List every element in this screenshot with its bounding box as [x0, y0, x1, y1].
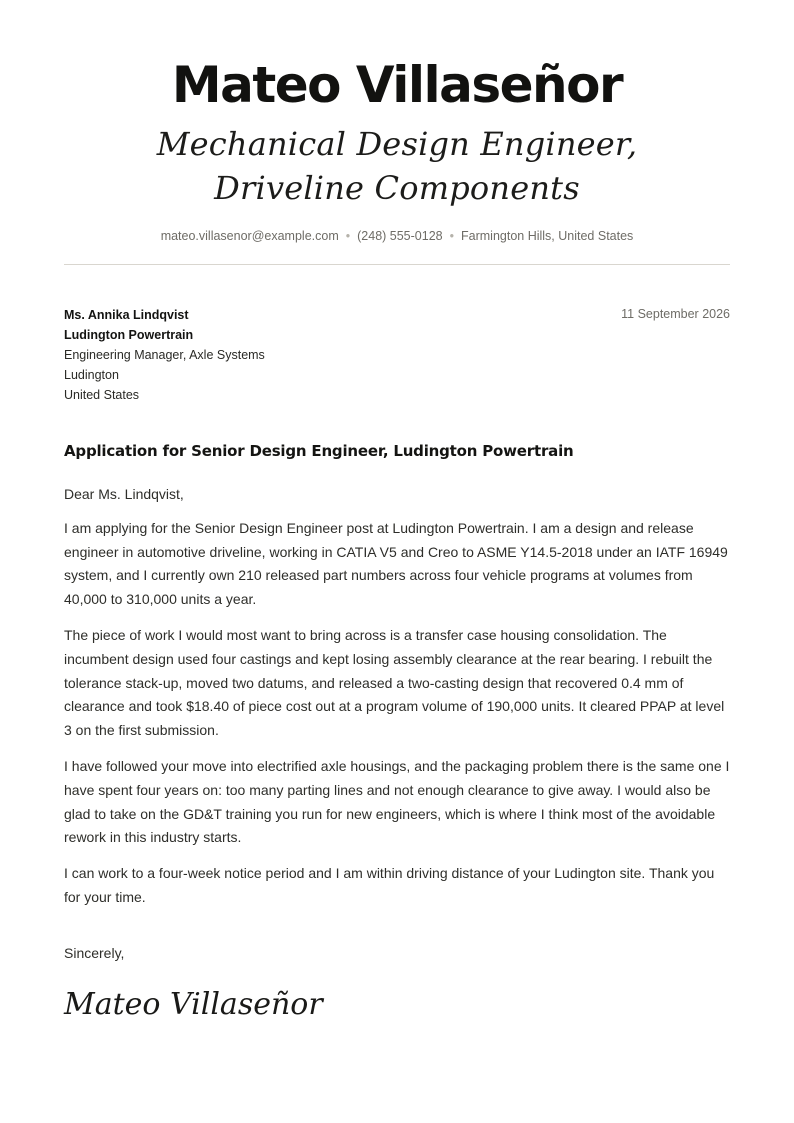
body-paragraph: I have followed your move into electrified axle housings, and the packaging problem there is the same one I have spent four years on: too many parting lines and not enough clearance to give away. I would also be glad to take on the GD&T training you run for new engineers, which is where I think most of the avoidable rework in this industry starts.: [64, 757, 730, 846]
salutation: Dear Ms. Lindqvist,: [64, 486, 184, 502]
body-paragraph: The piece of work I would most want to bring across is a transfer case housing consolidation. The incumbent design used four castings and kept losing assembly clearance at the rear bearing. I rebuilt the tolerance stack-up, moved two datums, and released a two-casting design that recovered 0.4 mm of clearance and took $18.40 of piece cost out at a program volume of 190,000 units. It cleared PPAP at level 3 on the first submission.: [64, 626, 725, 739]
letter-date: 11 September 2026: [621, 307, 730, 321]
contact-separator: •: [345, 229, 351, 243]
recipient-name: Ms. Annika Lindqvist: [64, 308, 189, 322]
letter-header: [64, 50, 730, 244]
applicant-name: Mateo Villaseñor: [171, 56, 623, 114]
contact-phone: (248) 555-0128: [357, 229, 443, 243]
contact-location: Farmington Hills, United States: [461, 229, 634, 243]
letter-body: [64, 483, 730, 922]
recipient-role: Engineering Manager, Axle Systems: [64, 348, 265, 362]
signature: Mateo Villaseñor: [64, 987, 323, 1022]
letter-subject: Application for Senior Design Engineer, Ludington Powertrain: [64, 442, 574, 460]
contact-email: mateo.villasenor@example.com: [160, 229, 339, 243]
recipient-company: Ludington Powertrain: [64, 328, 194, 342]
contact-separator: •: [449, 229, 454, 243]
closing: Sincerely,: [64, 945, 125, 961]
recipient-city: Ludington: [64, 368, 119, 382]
contact-line: [64, 228, 730, 244]
recipient-country: United States: [64, 388, 140, 402]
body-paragraph: I can work to a four-week notice period and I am within driving distance of your Ludington site. Thank you for your time.: [64, 865, 715, 905]
recipient-block: [64, 305, 265, 405]
header-divider: [64, 264, 730, 265]
body-paragraph: I am applying for the Senior Design Engineer post at Ludington Powertrain. I am a design and release engineer in automotive driveline, working in CATIA V5 and Creo to ASME Y14.5-2018 under an IATF 16949 system, and I currently own 210 released part numbers across four vehicle programs at volumes from 40,000 to 310,000 units a year.: [64, 519, 728, 608]
applicant-title: Mechanical Design Engineer, Driveline Components: [156, 125, 638, 207]
